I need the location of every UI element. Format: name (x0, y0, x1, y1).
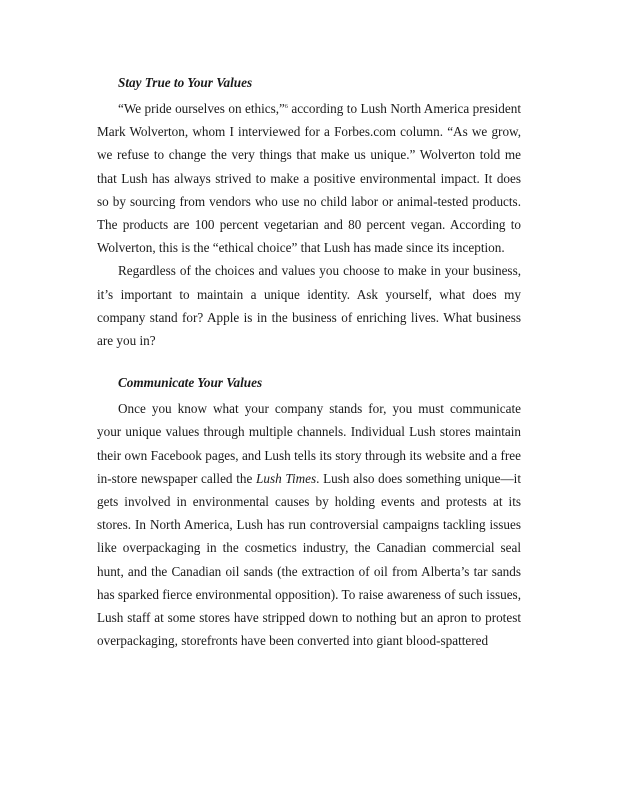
paragraph-ethics-quote (97, 97, 521, 259)
paragraph-text-continued: . Lush also does something unique—it gets involved in environmental causes by holding events and protests at its stores. In North America, Lush has run controversial campaigns tackling issues like overpackaging in the cosmetics industry, the Canadian commercial seal hunt, and the Canadian oil sands (the extraction of oil from Alberta’s tar sands has sparked fierce environmental opposition). To raise awareness of such issues, Lush staff at some stores have stripped down to nothing but an apron to protest overpackaging, storefronts have been converted into giant blood-spattered (97, 470, 522, 649)
paragraph-text: Once you know what your company stands for, you must communicate your unique values through multiple channels. Individual Lush stores maintain their own Facebook pages, and Lush tells its story through its website and a free in-store newspaper called the (97, 401, 521, 486)
document-page (97, 72, 521, 652)
quote-text: “We pride ourselves on ethics,” (118, 101, 285, 116)
footnote-marker: 6 (284, 104, 288, 110)
paragraph-communicate-values (97, 397, 521, 652)
paragraph-unique-identity: Regardless of the choices and values you choose to make in your business, it’s important to maintain a unique identity. Ask yourself, what does my company stand for? Apple is in the business of enriching lives. What business are you in? (97, 263, 521, 349)
paragraph-text: according to Lush North America president Mark Wolverton, whom I interviewed for a Forbes.com column. “As we grow, we refuse to change the very things that make us unique.” Wolverton told me that Lush has always strived to make a positive environmental impact. It does so by sourcing from vendors who use no child labor or animal-tested products. The products are 100 percent vegetarian and 80 percent vegan. According to Wolverton, this is the “ethical choice” that Lush has made since its inception. (97, 101, 521, 256)
section-heading-stay-true: Stay True to Your Values (118, 75, 253, 90)
publication-title: Lush Times (256, 470, 317, 486)
section-spacer (97, 352, 521, 372)
section-heading-communicate: Communicate Your Values (118, 375, 263, 391)
